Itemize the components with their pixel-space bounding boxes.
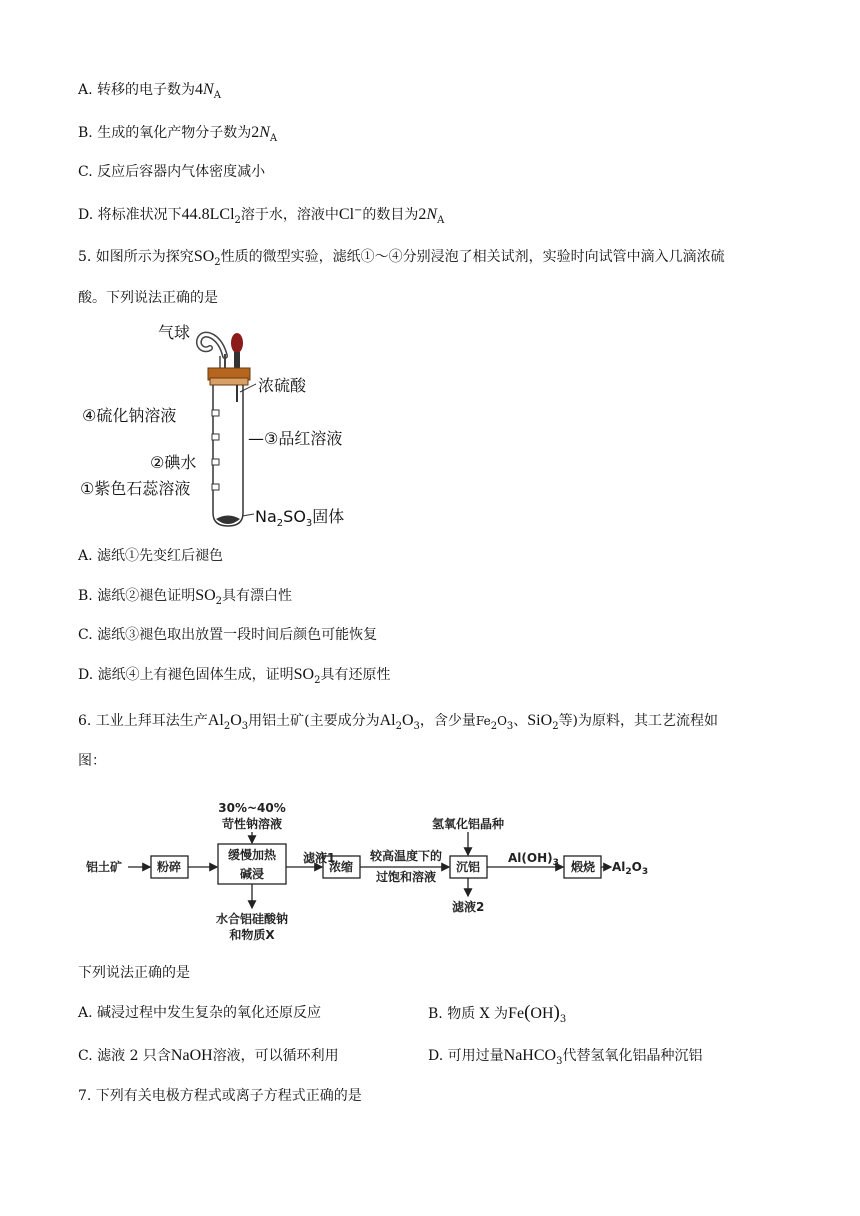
q5-apparatus-figure [70, 316, 370, 531]
q6-question-prompt: 下列说法正确的是 [78, 965, 190, 981]
flow-filtrate1: 滤液1 [303, 851, 336, 865]
flow-end-product: $Al_2O_3$ [612, 860, 649, 877]
flow-mid-product: $Al(OH)_3$ [508, 851, 559, 868]
q4-option-c: C. 反应后容器内气体密度减小 [78, 164, 266, 180]
label-paper4: ④硫化钠溶液 [82, 406, 177, 425]
q5-option-c: C. 滤纸③褪色取出放置一段时间后颜色可能恢复 [78, 627, 378, 643]
flow-reagent-top2: 苛性钠溶液 [221, 817, 283, 831]
flow-box2-line1: 缓慢加热 [227, 848, 277, 862]
q7-stem: 7. 下列有关电极方程式或离子方程式正确的是 [78, 1088, 362, 1104]
label-conc-sulfuric-acid: 浓硫酸 [258, 376, 307, 395]
filter-paper-2 [212, 459, 219, 465]
label-paper2: ②碘水 [150, 453, 197, 472]
q6-process-flow-diagram [86, 788, 656, 948]
q6-stem-line2: 图： [78, 753, 106, 769]
flow-box1-label: 粉碎 [156, 860, 182, 874]
test-tube-icon [213, 385, 243, 526]
q5-option-a: A. 滤纸①先变红后褪色 [78, 548, 224, 564]
flow-box5-label: 煅烧 [570, 860, 596, 874]
q5-stem-line2: 酸。下列说法正确的是 [78, 290, 218, 306]
q6-option-c: C. 滤液 2 只含NaOH溶液，可以循环利用 [78, 1047, 339, 1064]
flow-residue1: 水合铝硅酸钠 [215, 912, 289, 926]
q6-stem-line1: 6. 工业上拜耳法生产$Al_2O_3$用铝土矿(主要成分为$Al_2O_3$，含少量$Fe_2O_3$、SiO$_2$等)为原料，其工艺流程如 [78, 712, 719, 732]
flow-reagent-top1: 30%~40% [218, 801, 286, 815]
flow-residue2: 和物质X [229, 928, 275, 942]
q5-option-b: B. 滤纸②褪色证明$SO_2$具有漂白性 [78, 587, 293, 607]
filter-paper-3 [212, 434, 219, 440]
q6-option-d: D. 可用过量NaHCO$_3$代替氢氧化铝晶种沉铝 [428, 1047, 703, 1067]
q4-option-a: A. 转移的电子数为$4N_A$ [78, 81, 221, 101]
filter-paper-1 [212, 484, 219, 490]
flow-cond2: 过饱和溶液 [375, 870, 437, 884]
q6-option-b: B. 物质 X 为$Fe(OH)_3$ [428, 1002, 567, 1025]
filter-paper-4 [212, 410, 219, 416]
q5-option-d: D. 滤纸④上有褪色固体生成，证明$SO_2$具有还原性 [78, 666, 391, 686]
q5-stem-line1: 5. 如图所示为探究$SO_2$性质的微型实验，滤纸①～④分别浸泡了相关试剂，实验时向试管中滴入几滴浓硫 [78, 248, 725, 268]
q4-option-b: B. 生成的氧化产物分子数为$2N_A$ [78, 124, 278, 144]
flow-box2-line2: 碱浸 [239, 867, 265, 881]
flow-cond1: 较高温度下的 [369, 849, 443, 863]
dropper-bulb-icon [231, 333, 243, 353]
flow-start: 铝土矿 [86, 860, 123, 874]
flow-filtrate2: 滤液2 [452, 900, 485, 914]
flow-seed: 氢氧化铝晶种 [431, 817, 505, 831]
q6-option-a: A. 碱浸过程中发生复杂的氧化还原反应 [78, 1005, 322, 1021]
label-paper1: ①紫色石蕊溶液 [80, 479, 191, 498]
flow-box4-label: 沉铝 [455, 860, 481, 874]
label-solid: $Na_2SO_3$固体 [255, 507, 345, 529]
label-paper3: —③品红溶液 [248, 429, 343, 448]
label-balloon: 气球 [158, 323, 191, 342]
q4-option-d: D. 将标准状况下44.8LCl$_2$溶于水，溶液中Cl−的数目为$2N_A$ [78, 205, 445, 226]
flow-box3-label: 浓缩 [328, 860, 354, 874]
